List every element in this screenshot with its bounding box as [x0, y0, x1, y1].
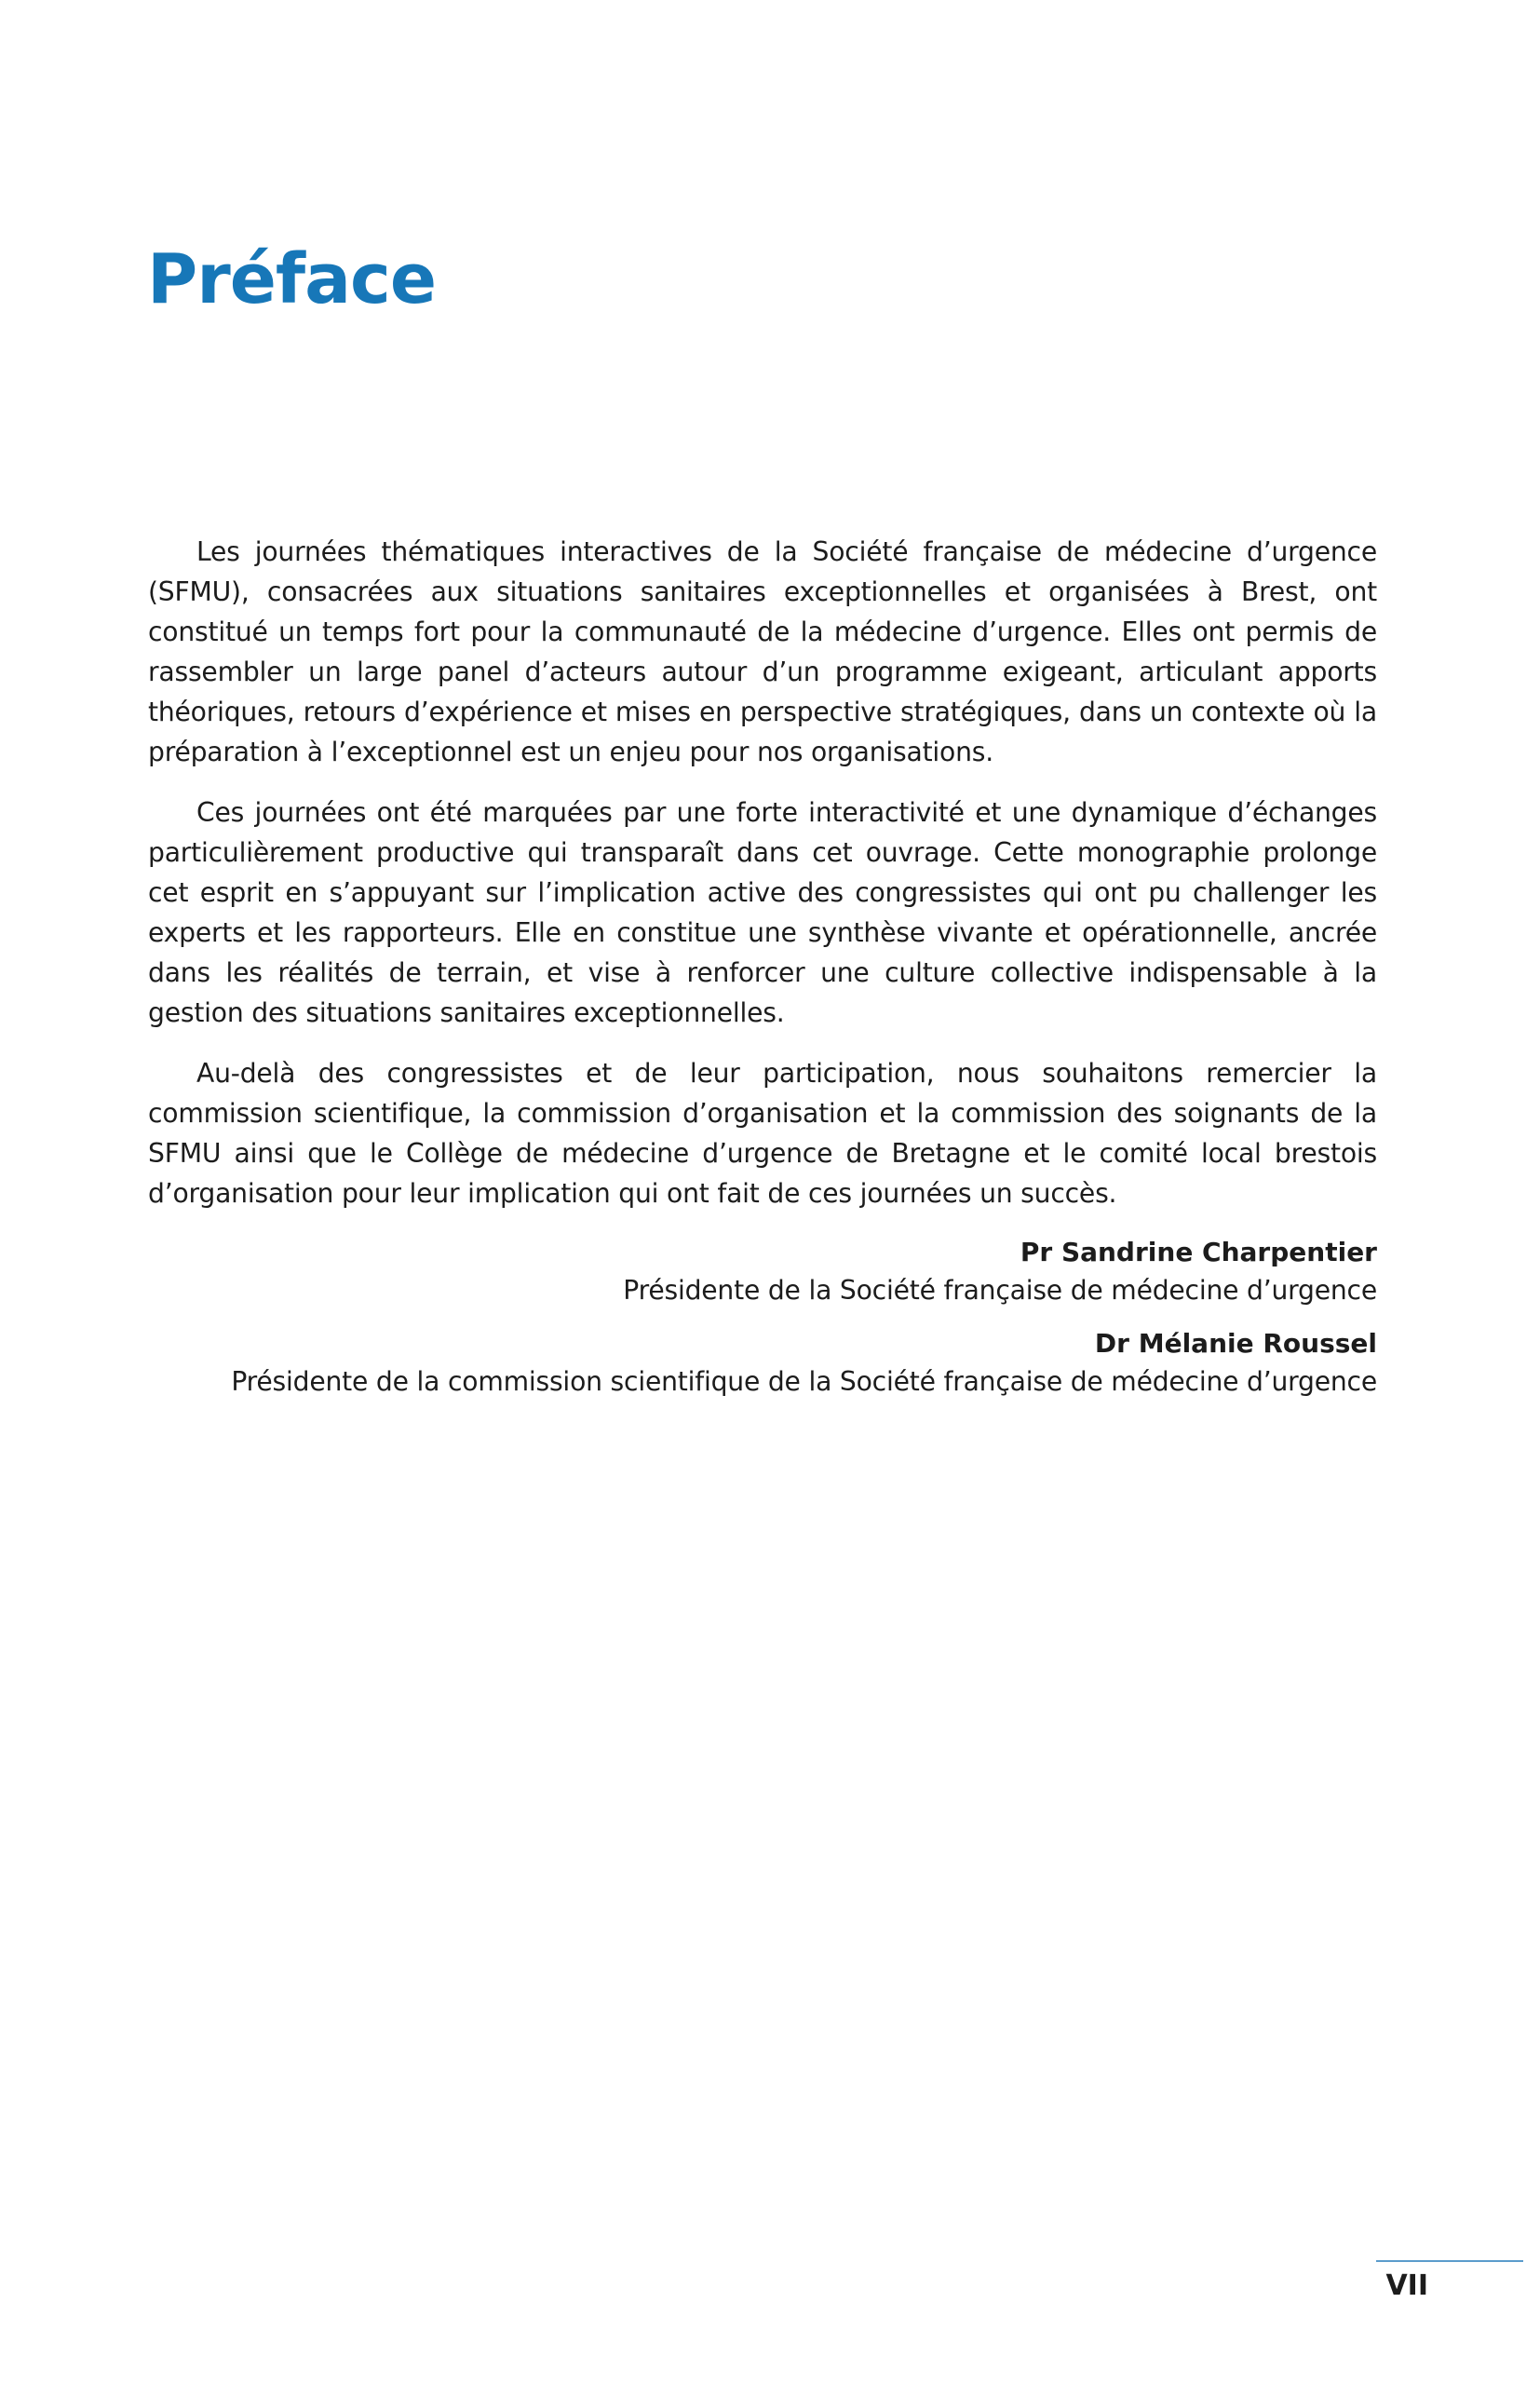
page-title: Préface [147, 239, 437, 319]
paragraph-2: Ces journées ont été marquées par une forte interactivité et une dynamique d’échanges particulièrement productive qui transparaît dans cet ouvrage. Cette monographie prolonge cet esprit en s’appuyant sur l’implication active des congressistes qui ont pu challenger les experts et les rapporteurs. Elle en constitue une synthèse vivante et opérationnelle, ancrée dans les réalités de terrain, et vise à renforcer une culture collective indispensable à la gestion des situations sanitaires exceptionnelles. [148, 797, 1377, 1028]
preface-body [148, 532, 1377, 1416]
signatures [148, 1234, 1377, 1402]
signature-charpentier [148, 1234, 1377, 1310]
page-number-rule [1376, 2260, 1523, 2262]
signature-name: Pr Sandrine Charpentier [1020, 1237, 1377, 1267]
signature-role: Présidente de la commission scientifique de la Société française de médecine d’urgence [231, 1366, 1377, 1397]
signature-role: Présidente de la Société française de médecine d’urgence [623, 1275, 1377, 1306]
page-number: VII [1385, 2269, 1428, 2302]
paragraph-1: Les journées thématiques interactives de la Société française de médecine d’urgence (SFMU), consacrées aux situations sanitaires exceptionnelles et organisées à Brest, ont constitué un temps fort pour la communauté de la médecine d’urgence. Elles ont permis de rassembler un large panel d’acteurs autour d’un programme exigeant, articulant apports théoriques, retours d’expérience et mises en perspective stratégiques, dans un contexte où la préparation à l’exceptionnel est un enjeu pour nos organisations. [148, 536, 1377, 767]
signature-name: Dr Mélanie Roussel [1094, 1328, 1377, 1359]
signature-roussel [148, 1325, 1377, 1402]
paragraph-3: Au-delà des congressistes et de leur participation, nous souhaitons remercier la commission scientifique, la commission d’organisation et la commission des soignants de la SFMU ainsi que le Collège de médecine d’urgence de Bretagne et le comité local brestois d’organisation pour leur implication qui ont fait de ces journées un succès. [148, 1058, 1377, 1209]
